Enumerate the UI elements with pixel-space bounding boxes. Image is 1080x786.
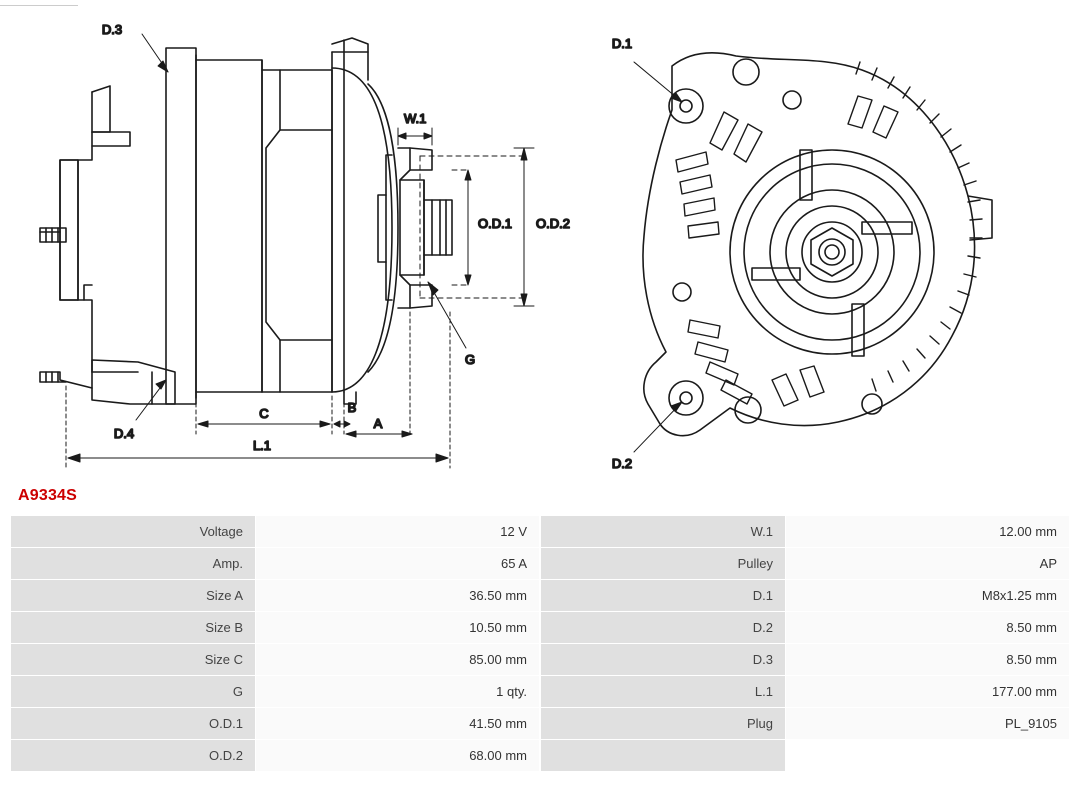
spec-label: G (11, 676, 256, 708)
spec-label: W.1 (541, 516, 786, 548)
spec-label: O.D.2 (11, 740, 256, 772)
table-row (541, 644, 1070, 676)
spec-value: 1 qty. (256, 676, 540, 708)
label-w1: W.1 (404, 111, 427, 126)
label-l1: L.1 (252, 438, 272, 453)
label-d3: D.3 (101, 22, 123, 37)
spec-label: D.3 (541, 644, 786, 676)
page-title: A9334S (18, 487, 78, 504)
label-b: B (347, 400, 357, 415)
table-row (541, 516, 1070, 548)
spec-value: 68.00 mm (256, 740, 540, 772)
table-row (541, 580, 1070, 612)
spec-value: 12 V (256, 516, 540, 548)
spec-label: Pulley (541, 548, 786, 580)
table-row (11, 676, 540, 708)
spec-value: PL_9105 (786, 708, 1070, 740)
spec-value: M8x1.25 mm (786, 580, 1070, 612)
table-row (11, 644, 540, 676)
spec-value: 65 A (256, 548, 540, 580)
spec-value-empty (786, 740, 1070, 772)
spec-tables (10, 515, 1070, 772)
spec-label: Size B (11, 612, 256, 644)
table-row (541, 676, 1070, 708)
table-row (11, 708, 540, 740)
label-od2: O.D.2 (536, 216, 570, 231)
label-a: A (373, 416, 383, 431)
table-row (541, 740, 1070, 772)
spec-label-empty (541, 740, 786, 772)
spec-label: D.2 (541, 612, 786, 644)
table-row (11, 548, 540, 580)
label-od1: O.D.1 (478, 216, 512, 231)
label-d1: D.1 (611, 36, 633, 51)
spec-value: 8.50 mm (786, 644, 1070, 676)
spec-value: 177.00 mm (786, 676, 1070, 708)
spec-table-left (10, 515, 540, 772)
table-row (11, 516, 540, 548)
label-g: G (465, 352, 476, 367)
table-row (541, 612, 1070, 644)
spec-value: 85.00 mm (256, 644, 540, 676)
table-row (541, 548, 1070, 580)
table-row (541, 708, 1070, 740)
spec-label: Plug (541, 708, 786, 740)
table-row (11, 740, 540, 772)
table-row (11, 580, 540, 612)
spec-label: Amp. (11, 548, 256, 580)
spec-table-right (540, 515, 1070, 772)
spec-label: O.D.1 (11, 708, 256, 740)
spec-value: 36.50 mm (256, 580, 540, 612)
spec-label: L.1 (541, 676, 786, 708)
spec-label: Size A (11, 580, 256, 612)
spec-value: 12.00 mm (786, 516, 1070, 548)
spec-value: 10.50 mm (256, 612, 540, 644)
spec-label: D.1 (541, 580, 786, 612)
spec-value: 8.50 mm (786, 612, 1070, 644)
spec-label: Size C (11, 644, 256, 676)
table-row (11, 612, 540, 644)
label-c: C (259, 406, 269, 421)
label-d2: D.2 (611, 456, 633, 471)
spec-label: Voltage (11, 516, 256, 548)
label-d4: D.4 (113, 426, 135, 441)
spec-value: 41.50 mm (256, 708, 540, 740)
spec-value: AP (786, 548, 1070, 580)
